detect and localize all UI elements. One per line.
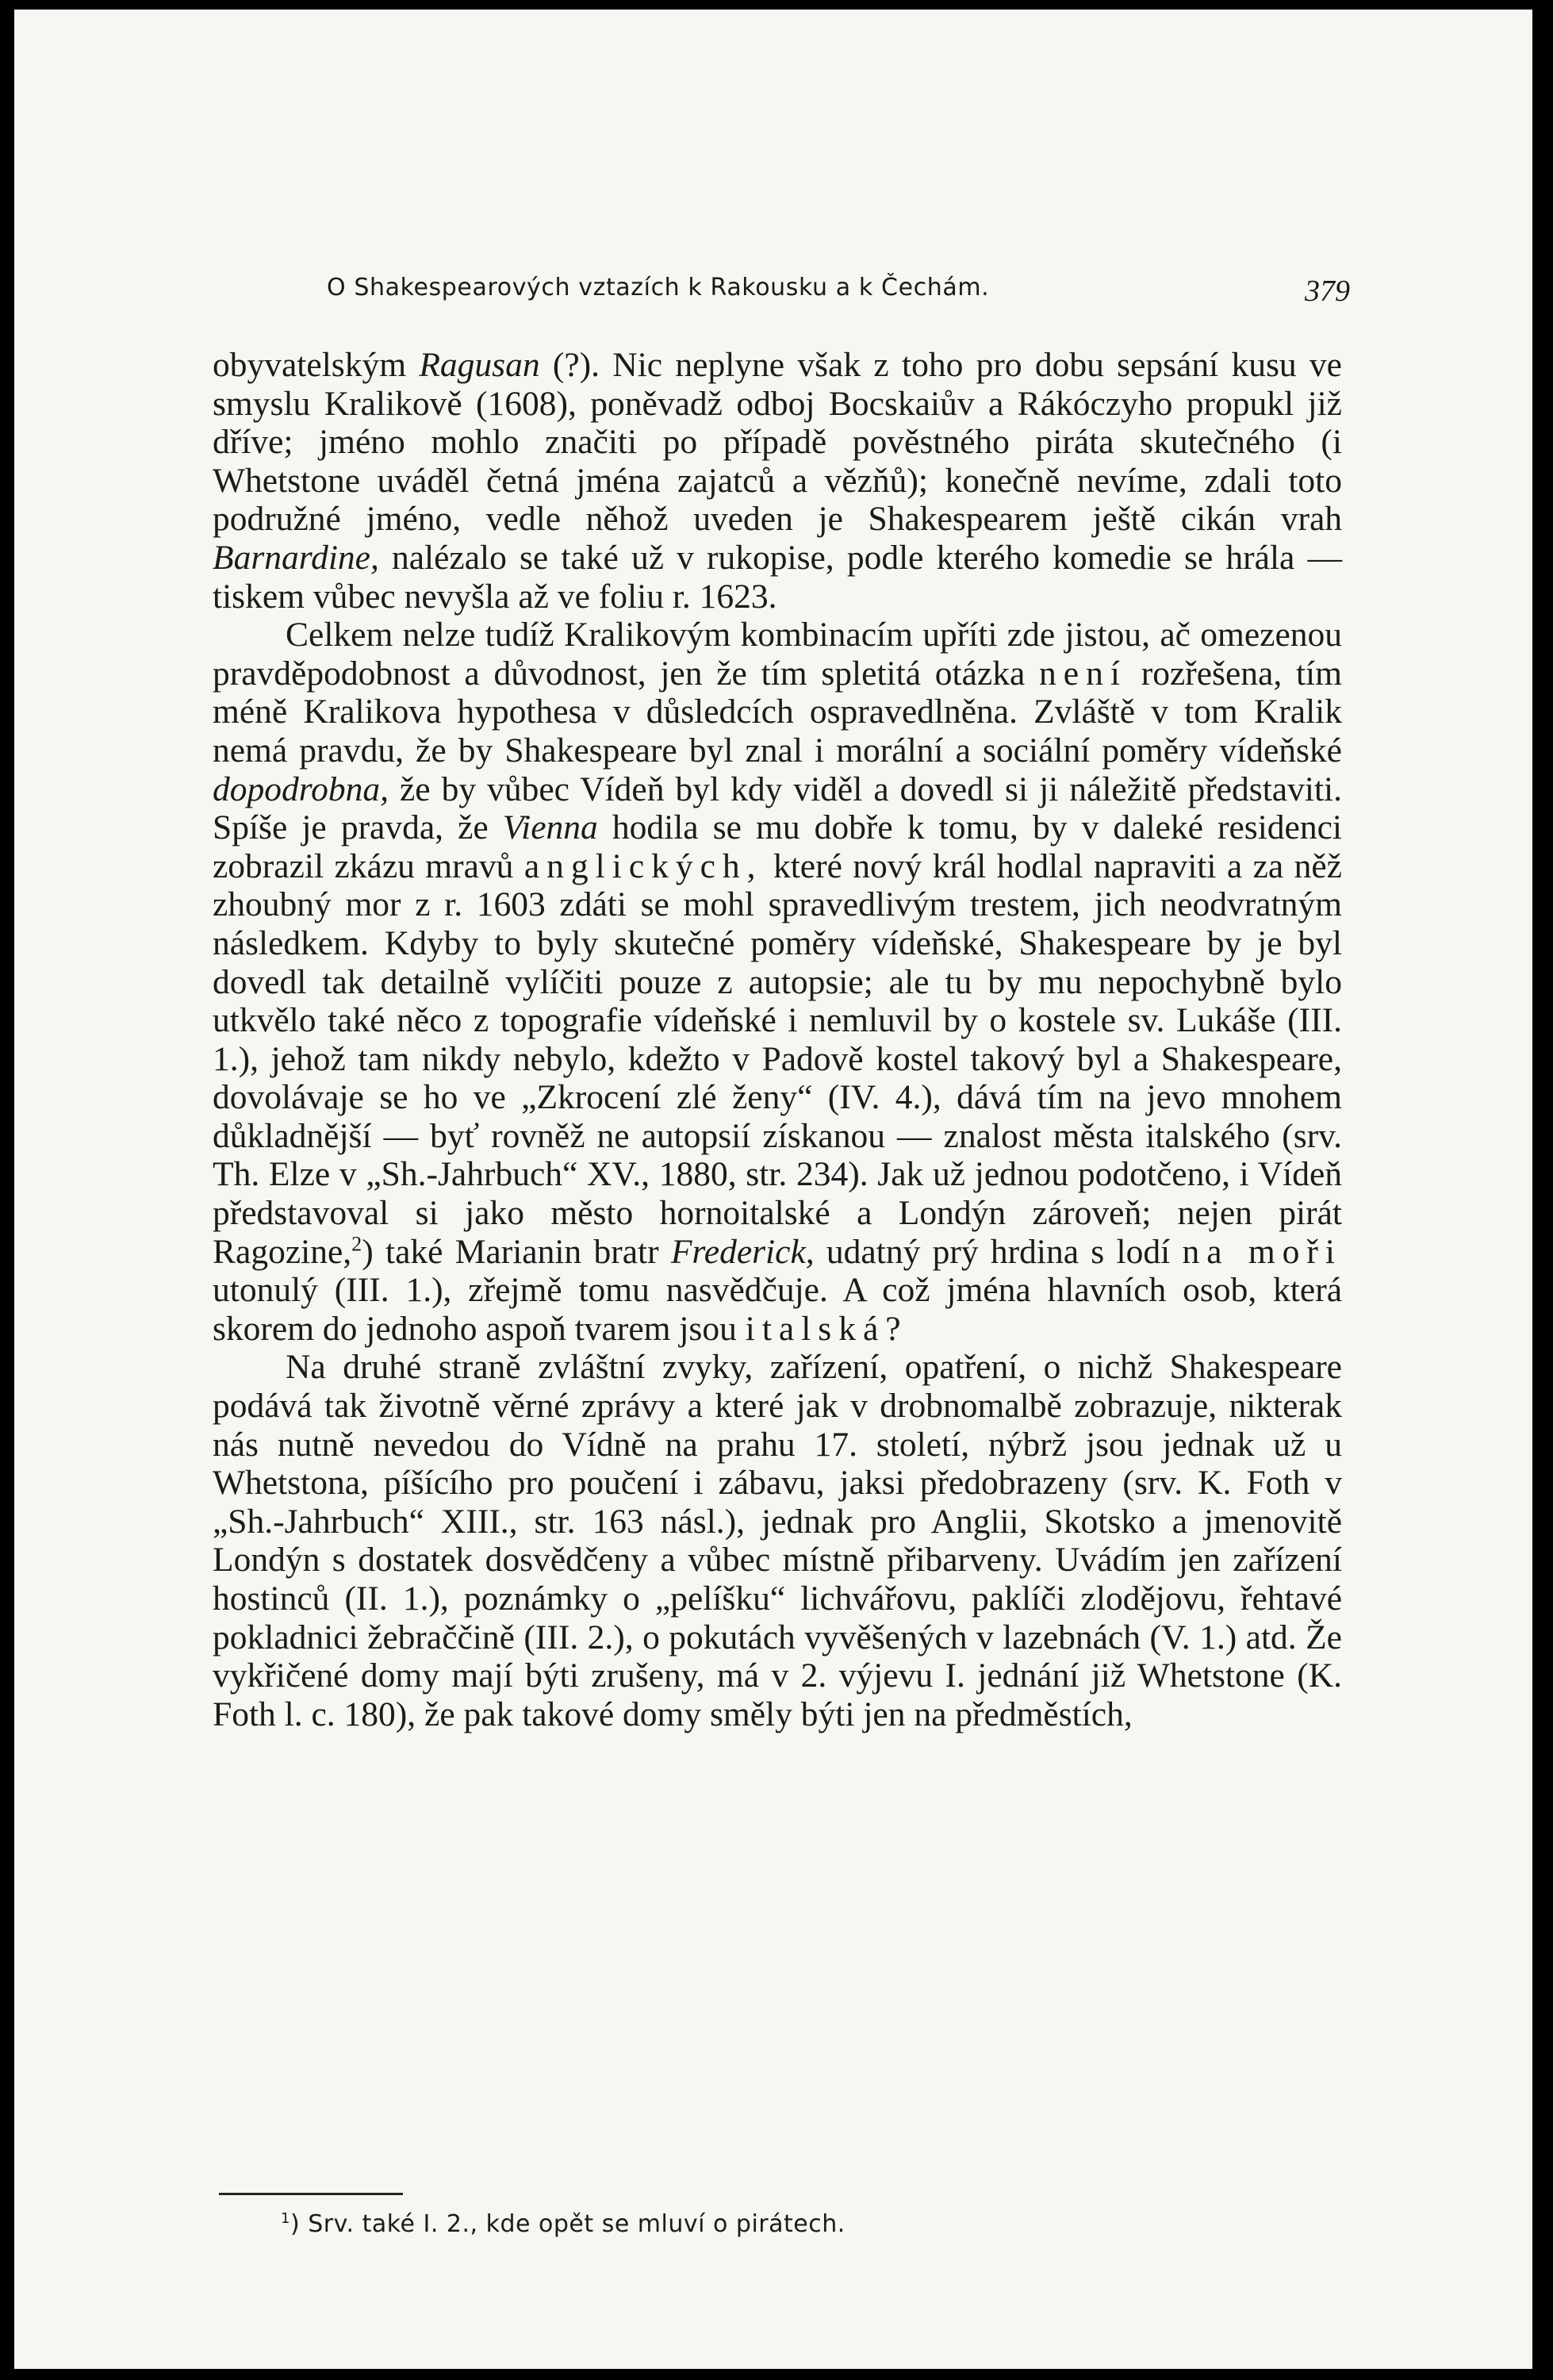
footnote-reference: 2 <box>351 1232 362 1255</box>
italic-text: Ragusan <box>419 346 540 384</box>
italic-text: Barnardine, <box>213 538 379 577</box>
text-run: ) také Marianin bratr <box>362 1232 671 1271</box>
spaced-emphasis-text: není <box>1039 654 1127 693</box>
text-run: Celkem nelze tudíž Kralikovým kombinacím upříti zde jistou, ač omezenou pravděpodobnost a důvodnost, jen že tím spletitá otázka <box>213 616 1342 693</box>
text-run: (?). Nic neplyne však z toho pro dobu sepsání kusu ve smyslu Kralikově (1608), poněvadž odboj Bocskaiův a Rákóczyho propukl již dříve; jméno mohlo značiti po případě pověstného piráta skutečného (i Whetstone uváděl četná jména zajatců a vězňů); konečně nevíme, zdali toto podružné jméno, vedle něhož uveden je Shakespearem ještě cikán vrah <box>213 346 1342 539</box>
text-run: nalézalo se také už v rukopise, podle kterého komedie se hrála — tiskem vůbec nevyšla až ve foliu r. 1623. <box>213 538 1342 616</box>
footnote-marker: 1 <box>281 2210 290 2228</box>
italic-text: Frederick, <box>670 1232 815 1271</box>
running-title: O Shakespearových vztazích k Rakousku a k Čechám. <box>327 274 990 301</box>
footnote <box>281 2210 846 2238</box>
body-text <box>213 346 1342 1733</box>
text-run: obyvatelským <box>213 346 420 384</box>
italic-text: dopodrobna, <box>213 770 389 808</box>
text-run: že by vůbec Vídeň byl kdy viděl a dovedl si ji náležitě představiti. Spíše je pravda, že <box>213 770 1342 847</box>
spaced-emphasis-text: anglických, <box>523 846 763 885</box>
page-number: 379 <box>1305 274 1350 308</box>
footnote-rule <box>219 2193 403 2195</box>
text-run: rozřešena, tím méně Kralikova hypothesa v důsledcích ospravedlněna. Zvláště v tom Kralik nemá pravdu, že by Shakespeare byl znal i morální a sociální poměry vídeňské <box>213 654 1342 770</box>
text-run: které nový král hodlal napraviti a za něž zhoubný mor z r. 1603 zdáti se mohl spravedlivým trestem, jich neodvratným následkem. Kdyby to byly skutečné poměry vídeňské, Shakespeare by je byl dovedl tak detailně vylíčiti pouze z autopsie; ale tu by mu nepochybně bylo utkvělo také něco z topografie vídeňské i nemluvil by o kostele sv. Lukáše (III. 1.), jehož tam nikdy nebylo, kdežto v Padově kostel takový byl a Shakespeare, dovolávaje se ho ve „Zkrocení zlé ženy“ (IV. 4.), dává tím na jevo mnohem důkladnější — byť rovněž ne autopsií získanou — znalost města italského (srv. Th. Elze v „Sh.-Jahrbuch“ XV., 1880, str. 234). Jak už jednou podotčeno, i Vídeň představoval si jako město hornoitalské a Londýn zároveň; nejen pirát Ragozine, <box>213 846 1342 1271</box>
footnote-text: ) Srv. také I. 2., kde opět se mluví o pirátech. <box>290 2210 846 2238</box>
running-header <box>327 274 1350 313</box>
text-run: utonulý (III. 1.), zřejmě tomu nasvědčuje. A což jména hlavních osob, která skorem do jednoho aspoň tvarem jsou <box>213 1271 1342 1348</box>
paragraph <box>213 346 1342 616</box>
spaced-emphasis-text: italská? <box>745 1309 908 1348</box>
book-page <box>14 10 1532 2369</box>
text-run: Na druhé straně zvláštní zvyky, zařízení, opatření, o nichž Shakespeare podává tak životně věrné zprávy a které jak v drobnomalbě zobrazuje, nikterak nás nutně nevedou do Vídně na prahu 17. století, nýbrž jsou jednak už u Whetstona, píšícího pro poučení i zábavu, jaksi předobrazeny (srv. K. Foth v „Sh.-Jahrbuch“ XIII., str. 163 násl.), jednak pro Anglii, Skotsko a jmenovitě Londýn s dostatek dosvědčeny a vůbec místně přibarveny. Uvádím jen zařízení hostinců (II. 1.), poznámky o „pelíšku“ lichvářovu, paklíči zlodějovu, řehtavé pokladnici žebraččině (III. 2.), o pokutách vyvěšených v lazebnách (V. 1.) atd. Že vykřičené domy mají býti zrušeny, má v 2. výjevu I. jednání již Whetstone (K. Foth l. c. 180), že pak takové domy směly býti jen na předměstích, <box>213 1348 1342 1733</box>
paragraph <box>213 616 1342 1348</box>
spaced-emphasis-text: na moři <box>1182 1232 1343 1271</box>
text-run: hodila se mu dobře k tomu, by v daleké residenci zobrazil zkázu mravů <box>213 808 1342 885</box>
italic-text: Vienna <box>502 808 598 847</box>
text-run: udatný prý hrdina s lodí <box>814 1232 1183 1271</box>
paragraph <box>213 1348 1342 1733</box>
